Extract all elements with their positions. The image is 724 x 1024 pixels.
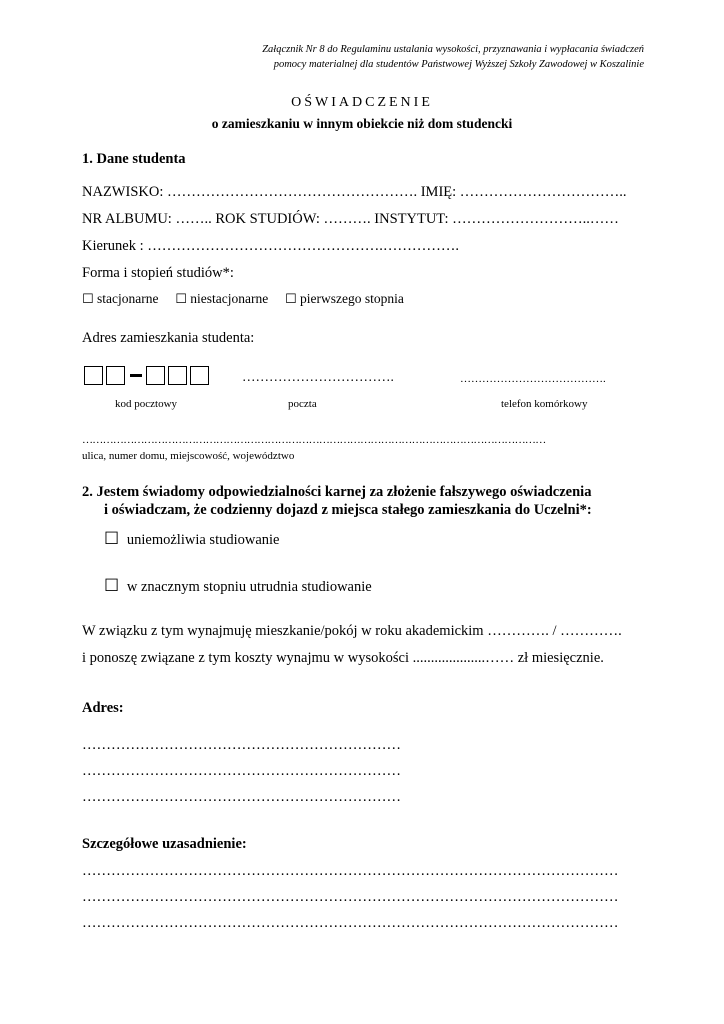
rental-address-line[interactable]: …………………………………………………………	[82, 737, 401, 753]
postal-code-boxes[interactable]	[84, 366, 212, 385]
option-utrudnia[interactable]	[104, 576, 372, 596]
document-subtitle: o zamieszkaniu w innym obiekcie niż dom studencki	[211, 116, 513, 131]
rental-address-line[interactable]: …………………………………………………………	[82, 763, 401, 779]
album-year-institute-field[interactable]: NR ALBUMU: …….. ROK STUDIÓW: ………. INSTYTUT: ………………………..……	[82, 211, 619, 227]
rental-address-line[interactable]: …………………………………………………………	[82, 789, 401, 805]
option-niestacjonarne[interactable]	[175, 291, 271, 306]
rental-year-field[interactable]: W związku z tym wynajmuję mieszkanie/pokój w roku akademickim …………. / ………….	[82, 623, 622, 639]
option-label: pierwszego stopnia	[300, 291, 404, 306]
option-uniemozliwia[interactable]	[104, 529, 280, 549]
annex-header-line-1: Załącznik Nr 8 do Regulaminu ustalania wysokości, przyznawania i wypłacania świadczeń	[262, 44, 644, 55]
option-stacjonarne[interactable]	[82, 291, 162, 306]
annex-header-line-2: pomocy materialnej dla studentów Państwowej Wyższej Szkoły Zawodowej w Koszalinie	[273, 59, 644, 70]
study-form-options	[82, 291, 404, 307]
declaration-line-1: 2. Jestem świadomy odpowiedzialności karnej za złożenie fałszywego oświadczenia	[82, 484, 592, 500]
postal-digit-box[interactable]	[146, 366, 165, 385]
phone-caption: telefon komórkowy	[501, 398, 588, 410]
street-field[interactable]: ………………………………………………………………………………………………………………………	[82, 434, 546, 446]
checkbox-icon[interactable]: ☐	[104, 529, 120, 549]
justification-line[interactable]: …………………………………………………………………………………………………	[82, 863, 619, 879]
checkbox-icon[interactable]: ☐	[104, 576, 120, 596]
street-caption: ulica, numer domu, miejscowość, województwo	[82, 450, 295, 462]
checkbox-icon[interactable]: ☐	[285, 292, 297, 307]
justification-line[interactable]: …………………………………………………………………………………………………	[82, 889, 619, 905]
justification-line[interactable]: …………………………………………………………………………………………………	[82, 915, 619, 931]
annex-header	[262, 42, 644, 72]
postal-dash	[130, 374, 142, 377]
postal-digit-box[interactable]	[106, 366, 125, 385]
option-label: w znacznym stopniu utrudnia studiowanie	[126, 579, 372, 595]
option-label: stacjonarne	[97, 291, 159, 306]
option-pierwszego-stopnia[interactable]	[285, 291, 404, 306]
checkbox-icon[interactable]: ☐	[82, 292, 94, 307]
declaration-line-2: i oświadczam, że codzienny dojazd z miejsca stałego zamieszkania do Uczelni*:	[104, 502, 592, 518]
postal-digit-box[interactable]	[84, 366, 103, 385]
surname-name-field[interactable]: NAZWISKO: ……………………………………………. IMIĘ: ……………………………..	[82, 184, 627, 200]
address-label: Adres zamieszkania studenta:	[82, 330, 255, 346]
phone-field[interactable]: ………………………………….	[460, 373, 606, 385]
checkbox-icon[interactable]: ☐	[175, 292, 187, 307]
postal-digit-box[interactable]	[190, 366, 209, 385]
justification-label: Szczegółowe uzasadnienie:	[82, 836, 247, 852]
option-label: niestacjonarne	[190, 291, 269, 306]
section-1-heading: 1. Dane studenta	[82, 151, 186, 167]
city-field[interactable]: …………………………….	[242, 369, 394, 384]
option-label: uniemożliwia studiowanie	[126, 532, 280, 548]
city-caption: poczta	[288, 398, 317, 410]
rental-cost-field[interactable]: i ponoszę związane z tym koszty wynajmu w wysokości ....................…… zł miesięcznie.	[82, 650, 604, 666]
rental-address-label: Adres:	[82, 700, 124, 716]
document-title: OŚWIADCZENIE	[291, 95, 433, 110]
postal-digit-box[interactable]	[168, 366, 187, 385]
study-form-label: Forma i stopień studiów*:	[82, 265, 234, 281]
major-field[interactable]: Kierunek : ………………………………………….…………….	[82, 238, 459, 254]
postal-code-caption: kod pocztowy	[115, 398, 178, 410]
